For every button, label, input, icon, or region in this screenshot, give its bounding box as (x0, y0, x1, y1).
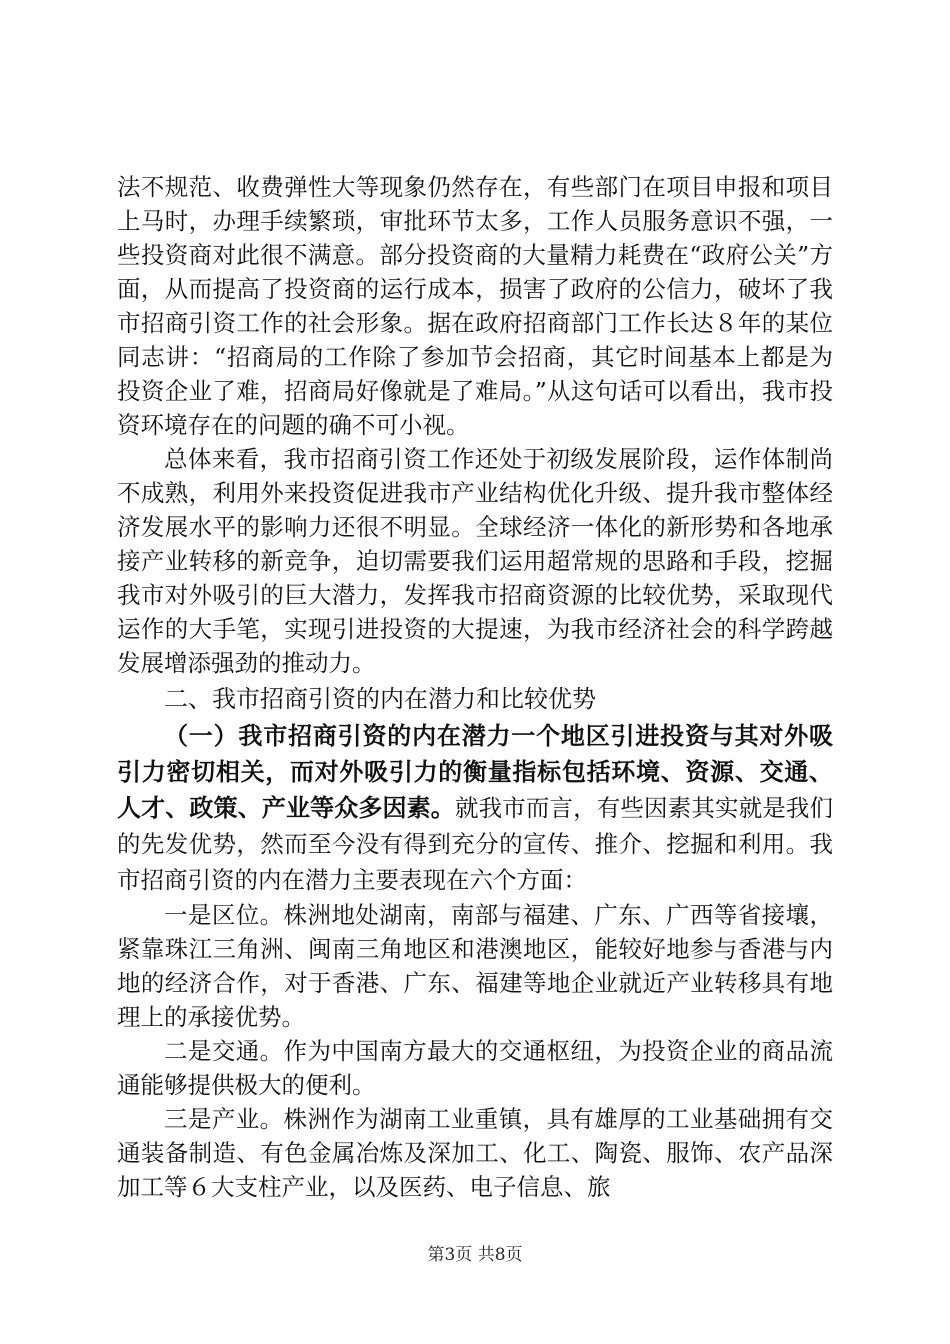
subsection-body: 就我市而言，有些因素其实就是我们的先发优势，然而至今没有得到充分的宣传、推介、挖掘和利用。我市招商引资的内在潜力主要表现在六个方面： (117, 794, 834, 894)
subsection-heading: （一）我市招商引资的内在潜力一个地区引进投资与其对外吸引力密切相关，而对外吸引力的衡量指标包括环境、资源、交通、人才、政策、产业等众多因素。 (117, 722, 833, 822)
section-heading: 二、我市招商引资的内在潜力和比较优势 (164, 685, 596, 713)
paragraph-industry: 三是产业。株洲作为湖南工业重镇，具有雄厚的工业基础拥有交通装备制造、有色金属冶炼及深加工、化工、陶瓷、服饰、农产品深加工等６大支柱产业，以及医药、电子信息、旅 (117, 1105, 833, 1201)
document-body (117, 170, 833, 1204)
page-footer: 第3页 共8页 (427, 1245, 523, 1265)
paragraph-overall-assessment: 总体来看，我市招商引资工作还处于初级发展阶段，运作体制尚不成熟，利用外来投资促进我市产业结构优化升级、提升我市整体经济发展水平的影响力还很不明显。全球经济一体化的新形势和各地承接产业转移的新竞争，迫切需要我们运用超常规的思路和手段，挖掘我市对外吸引的巨大潜力，发挥我市招商资源的比较优势，采取现代运作的大手笔，实现引进投资的大提速，为我市经济社会的科学跨越发展增添强劲的推动力。 (117, 445, 833, 677)
paragraph-inner-potential (117, 718, 833, 898)
paragraph-continued: 法不规范、收费弹性大等现象仍然存在，有些部门在项目申报和项目上马时，办理手续繁琐，审批环节太多，工作人员服务意识不强，一些投资商对此很不满意。部分投资商的大量精力耗费在“政府公关”方面，从而提高了投资商的运行成本，损害了政府的公信力，破坏了我市招商引资工作的社会形象。据在政府招商部门工作长达８年的某位同志讲：“招商局的工作除了参加节会招商，其它时间基本上都是为投资企业了难，招商局好像就是了难局。”从这句话可以看出，我市投资环境存在的问题的确不可小视。 (117, 173, 833, 439)
paragraph-transport: 二是交通。作为中国南方最大的交通枢纽，为投资企业的商品流通能够提供极大的便利。 (117, 1037, 833, 1099)
paragraph-location: 一是区位。株洲地处湖南，南部与福建、广东、广西等省接壤，紧靠珠江三角洲、闽南三角地区和港澳地区，能较好地参与香港与内地的经济合作，对于香港、广东、福建等地企业就近产业转移具有地理上的承接优势。 (117, 901, 833, 1031)
